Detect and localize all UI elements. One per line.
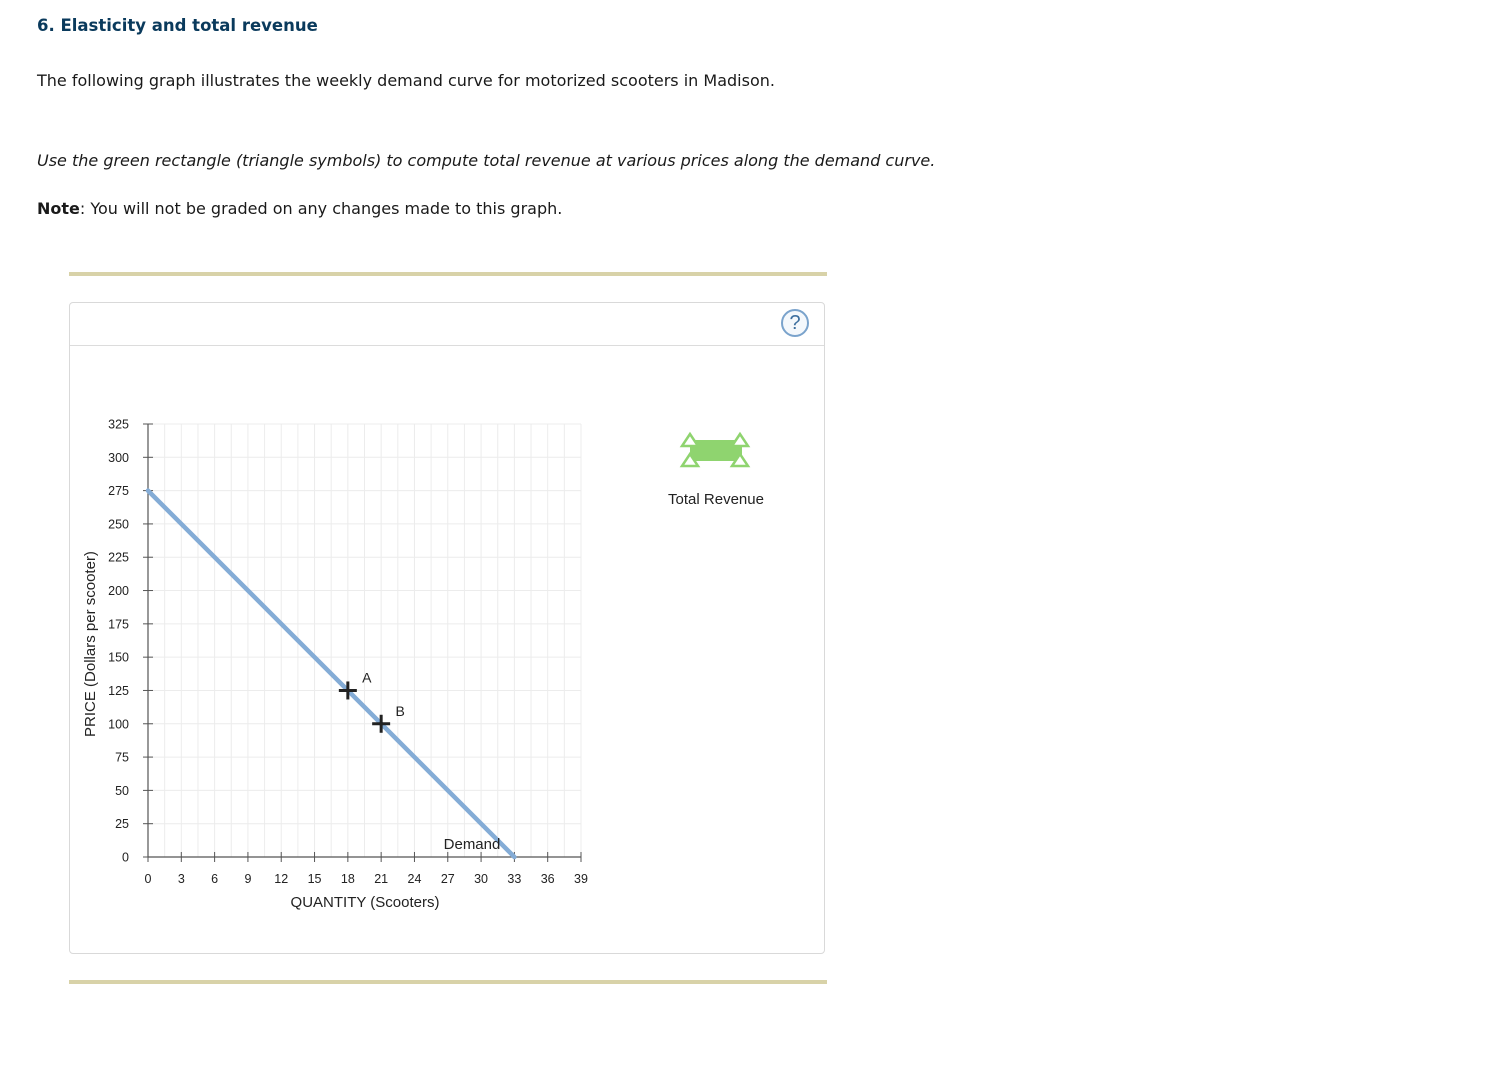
note-label: Note [37,199,80,218]
y-axis-label: PRICE (Dollars per scooter) [82,551,99,737]
x-tick-label: 0 [144,872,152,886]
y-tick-label: 200 [108,584,129,599]
x-axis-label: QUANTITY (Scooters) [290,894,440,911]
x-tick-label: 33 [507,872,522,886]
instruction-text: Use the green rectangle (triangle symbols) to compute total revenue at various prices along the demand curve. [37,151,936,170]
page-title: 6. Elasticity and total revenue [37,16,318,35]
y-tick-label: 325 [108,417,129,432]
x-tick-label: 15 [307,872,322,886]
x-tick-label: 36 [540,872,555,886]
total-revenue-label: Total Revenue [668,491,764,508]
y-tick-label: 0 [122,850,129,865]
x-tick-label: 3 [177,872,185,886]
y-tick-label: 250 [108,517,129,532]
x-tick-label: 39 [574,872,588,886]
y-tick-label: 275 [108,484,129,499]
y-tick-label: 225 [108,550,129,565]
y-tick-label: 175 [108,617,129,632]
x-tick-label: 24 [407,872,422,886]
x-tick-label: 21 [374,872,389,886]
chart-grid [148,424,581,857]
bottom-divider [69,980,827,984]
demand-label: Demand [443,836,501,853]
point-label-b: B [395,702,405,719]
point-label-a: A [362,669,372,686]
y-tick-label: 150 [108,650,129,665]
x-tick-label: 30 [474,872,489,886]
y-tick-label: 125 [108,683,129,698]
intro-text: The following graph illustrates the weekly demand curve for motorized scooters in Madison. [37,71,775,90]
x-tick-label: 6 [211,872,219,886]
x-tick-label: 27 [440,872,455,886]
x-tick-label: 12 [274,872,289,886]
y-tick-label: 50 [115,783,129,798]
y-tick-label: 100 [108,717,129,732]
note-body: : You will not be graded on any changes made to this graph. [79,199,563,218]
x-tick-label: 18 [340,872,355,886]
question-mark-icon[interactable]: ? [781,309,809,337]
x-tick-label: 9 [244,872,252,886]
y-tick-label: 300 [108,450,129,465]
total-revenue-tool[interactable] [682,434,748,466]
y-tick-label: 75 [115,750,129,765]
y-tick-label: 25 [115,817,129,832]
